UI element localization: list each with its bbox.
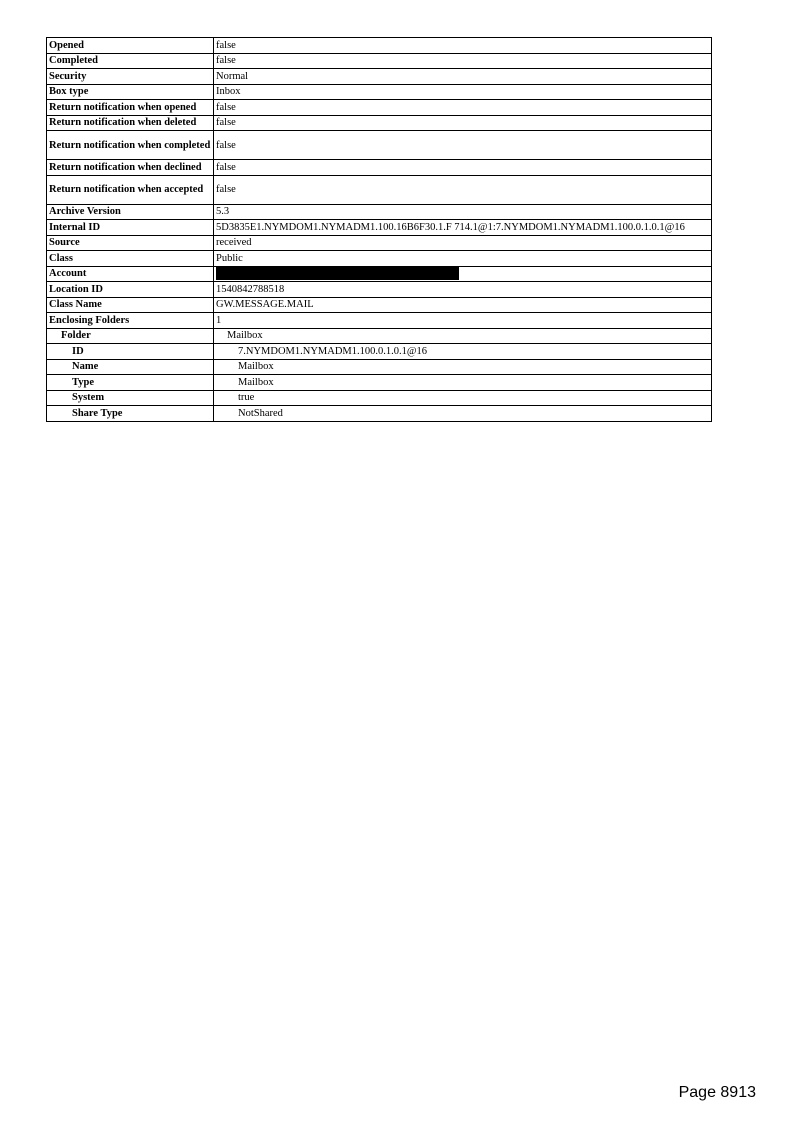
table-row xyxy=(47,53,712,69)
property-value: false xyxy=(214,160,712,176)
property-value: false xyxy=(214,131,712,160)
property-name: Type xyxy=(47,375,214,391)
property-name: Archive Version xyxy=(47,204,214,220)
table-row xyxy=(47,266,712,282)
property-value: received xyxy=(214,235,712,251)
property-value: 5D3835E1.NYMDOM1.NYMADM1.100.16B6F30.1.F 714.1@1:7.NYMDOM1.NYMADM1.100.0.1.0.1@16 xyxy=(214,220,712,236)
property-value: 5.3 xyxy=(214,204,712,220)
property-name: Return notification when opened xyxy=(47,100,214,116)
property-value: Normal xyxy=(214,69,712,85)
property-name: Box type xyxy=(47,84,214,100)
property-value: GW.MESSAGE.MAIL xyxy=(214,297,712,313)
properties-table xyxy=(46,37,712,422)
property-value-redacted xyxy=(214,266,712,282)
property-name: Opened xyxy=(47,38,214,54)
table-row xyxy=(47,251,712,267)
table-row xyxy=(47,175,712,204)
table-row xyxy=(47,313,712,329)
property-name: Name xyxy=(47,359,214,375)
property-name: Internal ID xyxy=(47,220,214,236)
property-value: NotShared xyxy=(214,406,712,422)
property-value: 1 xyxy=(214,313,712,329)
property-name: Return notification when accepted xyxy=(47,175,214,204)
table-row xyxy=(47,359,712,375)
property-name: Return notification when deleted xyxy=(47,115,214,131)
property-value: 1540842788518 xyxy=(214,282,712,298)
property-name: Completed xyxy=(47,53,214,69)
table-row xyxy=(47,375,712,391)
property-name: Account xyxy=(47,266,214,282)
table-row xyxy=(47,328,712,344)
property-value: 7.NYMDOM1.NYMADM1.100.0.1.0.1@16 xyxy=(214,344,712,360)
property-name: Location ID xyxy=(47,282,214,298)
redaction-bar xyxy=(216,267,459,280)
property-name: Folder xyxy=(47,328,214,344)
property-name: Class Name xyxy=(47,297,214,313)
property-value: false xyxy=(214,53,712,69)
property-name: ID xyxy=(47,344,214,360)
property-name: Source xyxy=(47,235,214,251)
table-row xyxy=(47,115,712,131)
table-row xyxy=(47,100,712,116)
property-value: Mailbox xyxy=(214,375,712,391)
property-value: Mailbox xyxy=(214,359,712,375)
property-name: Return notification when completed xyxy=(47,131,214,160)
table-row xyxy=(47,131,712,160)
table-row xyxy=(47,69,712,85)
property-name: Security xyxy=(47,69,214,85)
property-value: false xyxy=(214,175,712,204)
property-value: false xyxy=(214,115,712,131)
property-value: false xyxy=(214,100,712,116)
table-row xyxy=(47,160,712,176)
table-row xyxy=(47,282,712,298)
table-row xyxy=(47,390,712,406)
table-row xyxy=(47,38,712,54)
property-value: Public xyxy=(214,251,712,267)
property-name: Share Type xyxy=(47,406,214,422)
table-row xyxy=(47,204,712,220)
property-value: true xyxy=(214,390,712,406)
table-row xyxy=(47,220,712,236)
table-row xyxy=(47,235,712,251)
property-value: Mailbox xyxy=(214,328,712,344)
property-value: false xyxy=(214,38,712,54)
page-number: Page 8913 xyxy=(678,1084,756,1101)
table-row xyxy=(47,297,712,313)
property-value: Inbox xyxy=(214,84,712,100)
table-row xyxy=(47,406,712,422)
property-name: System xyxy=(47,390,214,406)
table-row xyxy=(47,84,712,100)
property-name: Class xyxy=(47,251,214,267)
property-name: Enclosing Folders xyxy=(47,313,214,329)
property-name: Return notification when declined xyxy=(47,160,214,176)
table-row xyxy=(47,344,712,360)
